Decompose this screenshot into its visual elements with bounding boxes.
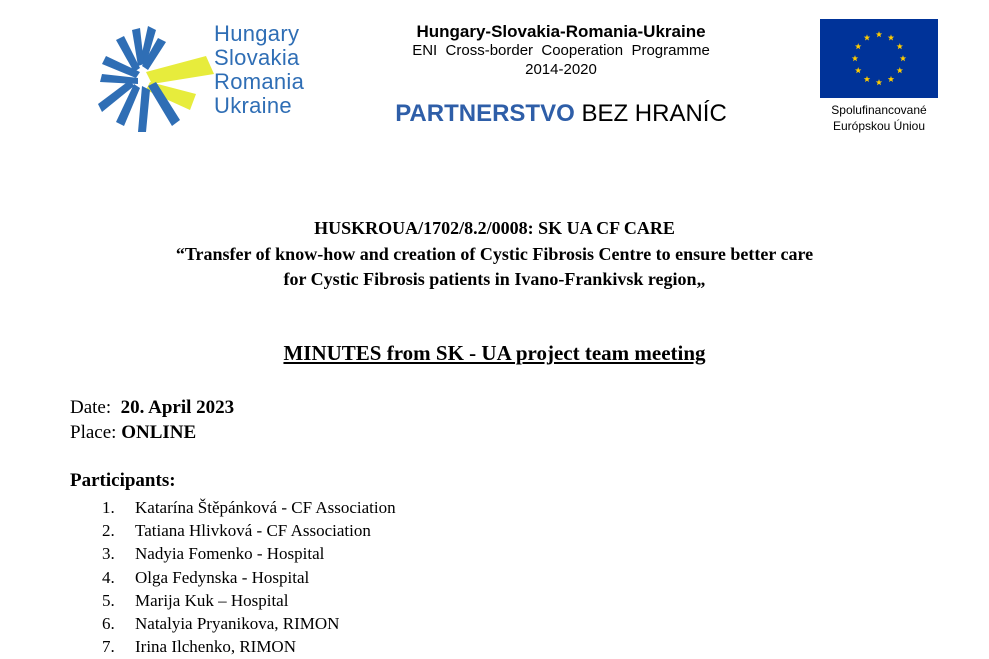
eu-flag-icon (820, 19, 938, 98)
programme-tagline (366, 100, 756, 128)
item-number: 1. (102, 498, 115, 517)
participant-name: Olga Fedynska - Hospital (135, 567, 310, 587)
date-label: Date: (70, 397, 112, 418)
participant-name: Marija Kuk – Hospital (135, 590, 289, 610)
list-item (70, 496, 396, 519)
meeting-date (70, 397, 234, 419)
tagline-bold: PARTNERSTVO (395, 100, 575, 127)
project-title-line: for Cystic Fibrosis patients in Ivano-Frankivsk region„ (283, 269, 706, 289)
list-item (70, 612, 396, 635)
logo-line: Hungary (214, 21, 300, 46)
participant-name: Nadyia Fomenko - Hospital (135, 544, 325, 564)
programme-subtitle: ENI Cross-border Cooperation Programme (412, 42, 710, 59)
item-number: 2. (102, 521, 115, 541)
place-value: ONLINE (121, 422, 197, 443)
minutes-title: MINUTES from SK - UA project team meeting (283, 341, 706, 365)
item-number: 4. (102, 567, 115, 587)
eu-caption (800, 102, 958, 134)
eu-caption-line: Spolufinancované (831, 103, 927, 117)
date-value: 20. April 2023 (120, 397, 235, 418)
participants-list (70, 496, 396, 658)
list-item (70, 589, 396, 612)
item-number: 7. (102, 637, 115, 657)
programme-logo-text (214, 22, 304, 118)
programme-years: 2014-2020 (525, 61, 597, 78)
participant-name: Natalyia Pryanikova, RIMON (135, 614, 340, 634)
participant-name: Irina Ilchenko, RIMON (135, 637, 296, 657)
project-title-line: “Transfer of know-how and creation of Cystic Fibrosis Centre to ensure better care (175, 244, 814, 264)
item-number: 6. (102, 614, 115, 634)
item-number: 3. (102, 544, 115, 564)
tagline-rest: BEZ HRANÍC (574, 100, 727, 127)
programme-heading (366, 22, 756, 79)
programme-title: Hungary-Slovakia-Romania-Ukraine (416, 22, 706, 41)
eu-caption-line: Európskou Úniou (832, 119, 926, 133)
list-item (70, 519, 396, 542)
participants-heading: Participants: (70, 470, 176, 491)
place-label: Place: (70, 422, 117, 443)
item-number: 5. (102, 590, 115, 610)
logo-line: Slovakia (214, 45, 300, 70)
participant-name: Tatiana Hlivková - CF Association (135, 521, 371, 541)
list-item (70, 635, 396, 658)
logo-line: Ukraine (214, 93, 292, 118)
list-item (70, 542, 396, 565)
project-code: HUSKROUA/1702/8.2/0008: SK UA CF CARE (314, 218, 675, 238)
meeting-place (70, 422, 196, 444)
logo-line: Romania (214, 69, 305, 94)
list-item (70, 566, 396, 589)
participant-name: Katarína Štěpánková - CF Association (135, 498, 396, 517)
